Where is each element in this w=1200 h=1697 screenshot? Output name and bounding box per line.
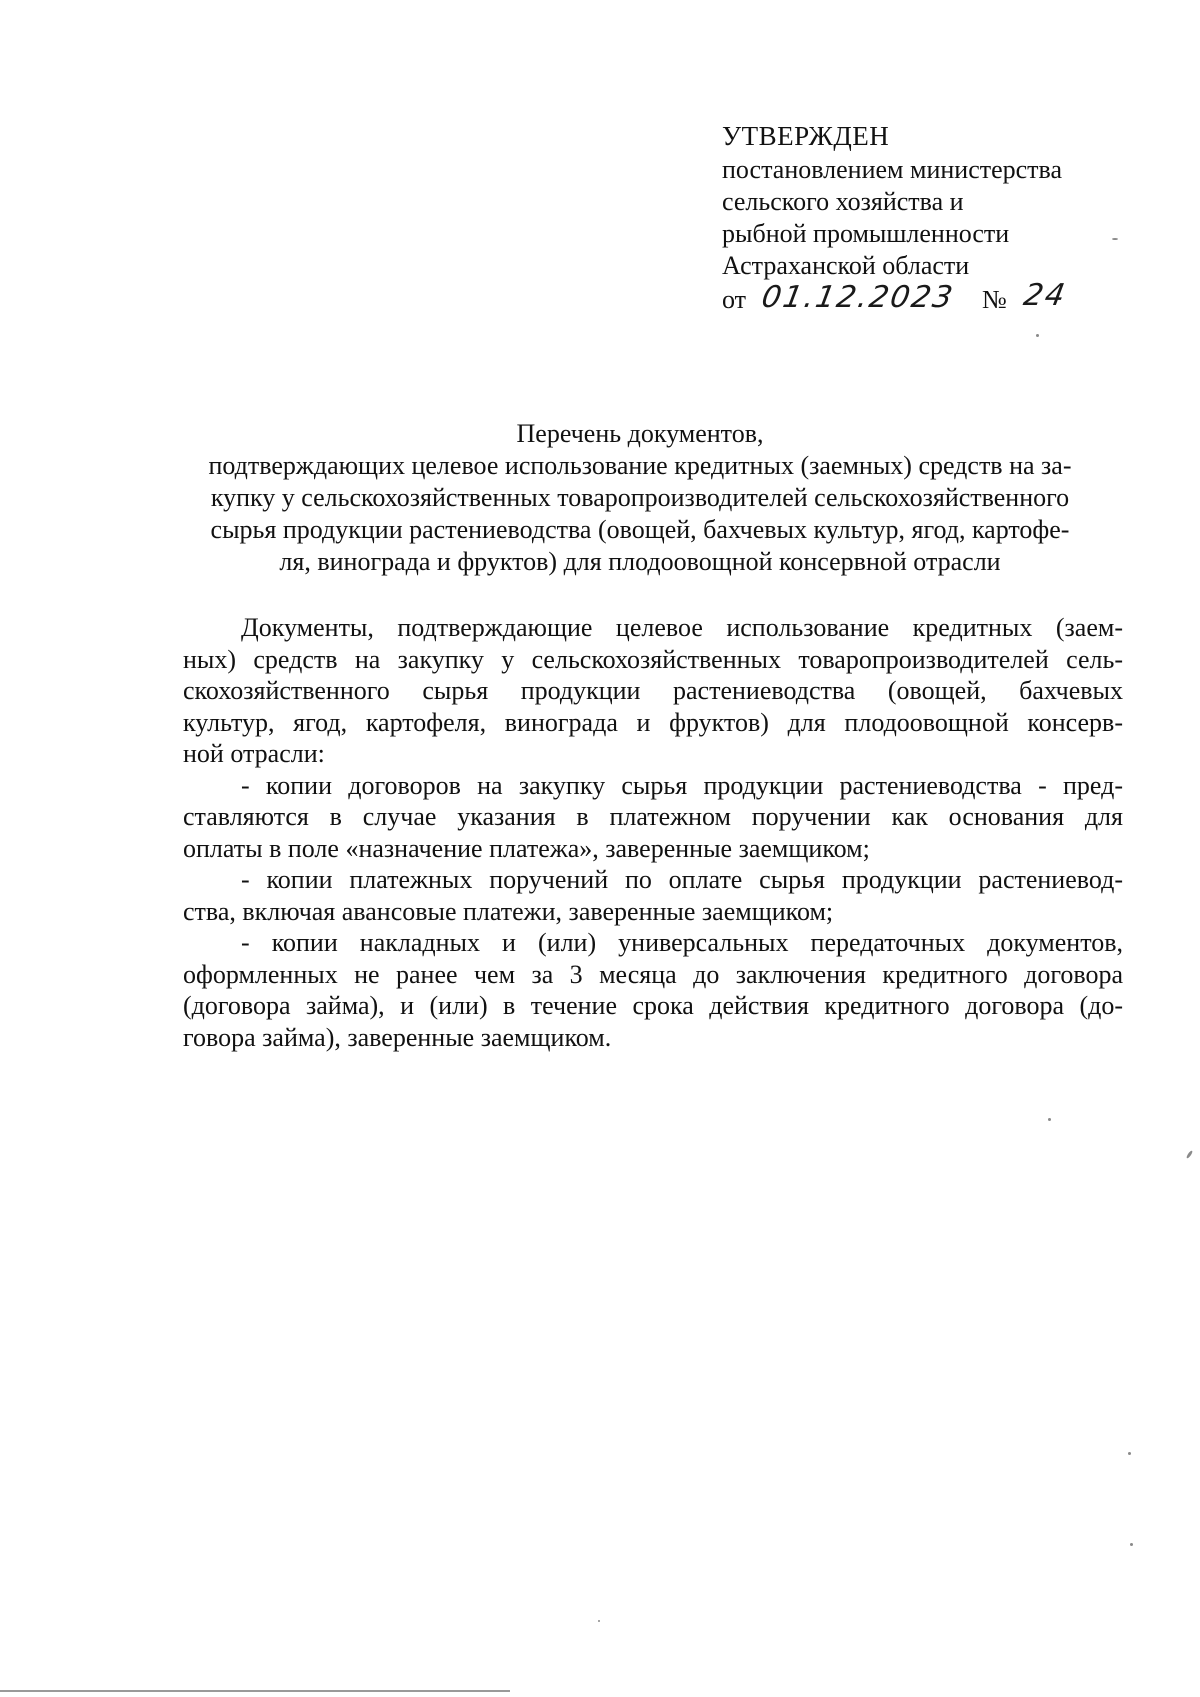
approval-date-line xyxy=(722,278,1162,318)
intro-paragraph xyxy=(183,612,1123,770)
scan-speck xyxy=(1112,238,1118,240)
body-line: ных) средств на закупку у сельскохозяйственных товаропроизводителей сель- xyxy=(183,644,1123,674)
title-line: Перечень документов, xyxy=(516,419,764,448)
body-line: Документы, подтверждающие целевое использование кредитных (заем- xyxy=(241,613,1123,642)
body-line: (договора займа), и (или) в течение срока действия кредитного договора (до- xyxy=(183,991,1123,1020)
approval-line: постановлением министерства xyxy=(722,155,1063,184)
scan-speck xyxy=(1036,334,1039,337)
body-line: культур, ягод, картофеля, винограда и фруктов) для плодоовощной консерв- xyxy=(183,707,1123,737)
scan-speck xyxy=(1128,1452,1131,1455)
title-line: сырья продукции растениеводства (овощей, бахчевых культур, ягод, картофе- xyxy=(210,515,1070,544)
scan-speck xyxy=(598,1620,600,1622)
list-item-1 xyxy=(183,770,1123,865)
handwritten-number: 24 xyxy=(1021,278,1070,313)
number-sign: № xyxy=(982,285,1007,314)
body-line: - копии платежных поручений по оплате сырья продукции растениевод- xyxy=(241,865,1123,894)
title-line: ля, винограда и фруктов) для плодоовощной консервной отрасли xyxy=(279,547,1001,576)
document-body xyxy=(183,612,1123,1053)
approval-heading: УТВЕРЖДЕН xyxy=(722,121,890,151)
title-line: подтверждающих целевое использование кредитных (заемных) средств на за- xyxy=(208,451,1072,480)
scan-edge-line xyxy=(0,1690,510,1692)
handwritten-date: 01.12.2023 xyxy=(759,280,957,315)
list-item-2 xyxy=(183,864,1123,927)
body-line: ставляются в случае указания в платежном поручении как основания для xyxy=(183,802,1123,831)
date-prefix: от xyxy=(722,285,747,314)
body-line: ной отрасли: xyxy=(183,739,325,768)
document-title xyxy=(160,418,1120,578)
scan-speck xyxy=(1048,1118,1051,1121)
body-line: ства, включая авансовые платежи, заверенные заемщиком; xyxy=(183,896,834,926)
scan-speck xyxy=(1186,1150,1194,1159)
title-line: купку у сельскохозяйственных товаропроизводителей сельскохозяйственного xyxy=(210,483,1070,512)
scan-speck xyxy=(1130,1543,1133,1546)
body-line: скохозяйственного сырья продукции растениеводства (овощей, бахчевых xyxy=(183,676,1123,705)
body-line: оплаты в поле «назначение платежа», заверенные заемщиком; xyxy=(183,833,870,863)
list-item-3 xyxy=(183,927,1123,1053)
approval-block xyxy=(722,118,1162,318)
approval-line: Астраханской области xyxy=(722,251,970,280)
body-line: - копии договоров на закупку сырья продукции растениеводства - пред- xyxy=(241,770,1123,800)
body-line: говора займа), заверенные заемщиком. xyxy=(183,1022,612,1052)
body-line: оформленных не ранее чем за 3 месяца до заключения кредитного договора xyxy=(183,959,1123,989)
approval-line: сельского хозяйства и xyxy=(722,187,964,216)
body-line: - копии накладных и (или) универсальных передаточных документов, xyxy=(241,928,1123,957)
approval-line: рыбной промышленности xyxy=(722,219,1010,248)
